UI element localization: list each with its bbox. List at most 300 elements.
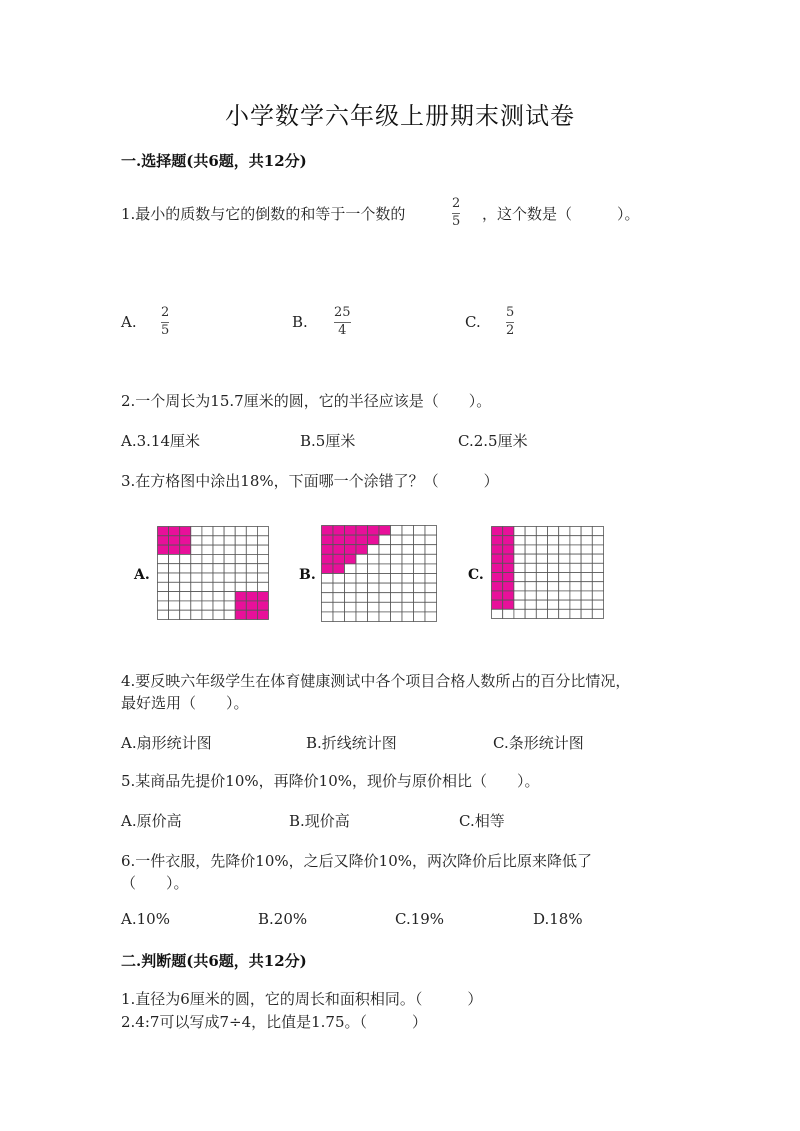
grid-cell [559,536,570,545]
grid-cell [425,545,437,555]
judgement-2-text: 2.4:7可以写成7÷4，比值是1.75。（ ） [121,1013,428,1031]
grid-cell [356,554,368,564]
grid-cell [414,583,426,593]
grid-cell [548,600,559,609]
grid-cell [158,573,169,582]
grid-cell [548,582,559,591]
grid-cell [414,602,426,612]
q1-option-b-fraction [334,306,351,338]
grid-cell [592,536,603,545]
grid-cell [559,545,570,554]
shaded-cell [492,600,503,609]
grid-cell [548,573,559,582]
grid-cell [158,610,169,619]
grid-cell [525,582,536,591]
grid-cell [525,600,536,609]
grid-cell [191,582,202,591]
grid-cell [570,600,581,609]
grid-cell [492,609,503,618]
grid-cell [169,592,180,601]
grid-cell [213,564,224,573]
grid-cell [514,536,525,545]
grid-cell [356,564,368,574]
grid-cell [379,583,391,593]
grid-cell [257,582,268,591]
grid-cell [425,526,437,536]
shaded-cell [257,592,268,601]
shaded-cell [345,535,357,545]
shaded-cell [492,536,503,545]
grid-cell [581,573,592,582]
grid-cell [333,602,345,612]
grid-cell [257,536,268,545]
shaded-cell [180,545,191,554]
grid-cell [391,526,403,536]
grid-cell [391,574,403,584]
shaded-cell [322,535,334,545]
grid-cell [581,600,592,609]
grid-cell [322,583,334,593]
grid-cell [414,554,426,564]
grid-cell [356,612,368,622]
shaded-cell [322,526,334,536]
grid-cell [379,564,391,574]
shaded-cell [503,554,514,563]
grid-cell [213,536,224,545]
grid-cell [402,554,414,564]
grid-cell [525,609,536,618]
shaded-cell [356,535,368,545]
grid-cell [158,564,169,573]
grid-cell [514,600,525,609]
grid-cell [224,527,235,536]
grid-cell [391,583,403,593]
q2-option-b: B.5厘米 [300,432,356,450]
grid-cell [559,554,570,563]
shaded-cell [246,610,257,619]
grid-cell [202,592,213,601]
grid-cell [191,610,202,619]
grid-cell [379,545,391,555]
grid-cell [425,535,437,545]
grid-cell [333,583,345,593]
grid-cell [345,574,357,584]
grid-cell [581,591,592,600]
shaded-cell [492,563,503,572]
grid-cell [257,527,268,536]
shaded-cell [158,536,169,545]
grid-cell [379,602,391,612]
grid-cell [425,564,437,574]
grid-cell [391,593,403,603]
grid-cell [202,601,213,610]
grid-cell [402,564,414,574]
question-4-text-line1: 4.要反映六年级学生在体育健康测试中各个项目合格人数所占的百分比情况， [121,672,631,690]
grid-cell [368,554,380,564]
shaded-cell [169,545,180,554]
grid-cell [570,609,581,618]
shaded-cell [368,535,380,545]
grid-cell [202,610,213,619]
grid-cell [180,573,191,582]
grid-cell [402,593,414,603]
grid-cell [514,527,525,536]
grid-cell [213,601,224,610]
grid-cell [235,527,246,536]
grid-cell [224,592,235,601]
grid-cell [525,545,536,554]
grid-cell [169,610,180,619]
grid-cell [213,545,224,554]
grid-cell [158,582,169,591]
grid-cell [202,554,213,563]
grid-cell [356,593,368,603]
grid-cell [356,574,368,584]
question-1-fraction [452,197,460,229]
grid-cell [592,527,603,536]
grid-cell [235,545,246,554]
grid-cell [246,573,257,582]
shaded-cell [492,573,503,582]
grid-cell [224,554,235,563]
grid-cell [180,554,191,563]
grid-cell [379,612,391,622]
grid-cell [169,601,180,610]
grid-cell [514,609,525,618]
grid-cell [224,545,235,554]
grid-cell [425,593,437,603]
grid-cell [592,600,603,609]
question-6-text-line2: （ ）。 [121,874,189,892]
shaded-cell [235,610,246,619]
q1-option-c-fraction [506,306,514,338]
fraction-numerator: 2 [161,305,170,320]
grid-cell [356,602,368,612]
shaded-cell [503,527,514,536]
grid-cell [581,554,592,563]
grid-option-a [157,526,269,620]
shaded-cell [322,564,334,574]
q3-option-b-label: B. [299,567,316,583]
shaded-cell [503,563,514,572]
shaded-cell [503,536,514,545]
grid-cell [368,602,380,612]
grid-cell [345,593,357,603]
grid-cell [592,591,603,600]
grid-cell [425,583,437,593]
q4-option-b: B.折线统计图 [306,734,397,752]
shaded-cell [333,535,345,545]
grid-cell [425,612,437,622]
grid-cell [368,583,380,593]
grid-cell [592,545,603,554]
shaded-cell [503,582,514,591]
shaded-cell [379,526,391,536]
grid-cell [559,582,570,591]
grid-cell [391,602,403,612]
shaded-cell [158,527,169,536]
grid-cell [536,563,547,572]
grid-cell [414,545,426,555]
grid-cell [525,573,536,582]
q2-option-c: C.2.5厘米 [458,432,528,450]
grid-cell [514,554,525,563]
grid-cell [213,573,224,582]
grid-cell [559,573,570,582]
grid-cell [592,554,603,563]
q5-option-c: C.相等 [459,812,505,830]
grid-cell [356,583,368,593]
grid-cell [536,573,547,582]
grid-cell [391,554,403,564]
question-5-text: 5.某商品先提价10%，再降价10%，现价与原价相比（ ）。 [121,772,540,790]
grid-cell [191,545,202,554]
grid-cell [525,536,536,545]
grid-cell [402,535,414,545]
grid-cell [548,536,559,545]
shaded-cell [158,545,169,554]
grid-cell [180,564,191,573]
grid-cell [169,582,180,591]
grid-cell [246,545,257,554]
shaded-cell [492,554,503,563]
grid-cell [180,601,191,610]
grid-cell [246,564,257,573]
shaded-cell [180,527,191,536]
q3-option-c-label: C. [468,567,484,583]
grid-cell [368,564,380,574]
q1-option-a-fraction [161,306,169,338]
grid-cell [213,554,224,563]
grid-cell [525,527,536,536]
grid-cell [235,582,246,591]
grid-cell [414,593,426,603]
grid-cell [559,609,570,618]
grid-cell [570,573,581,582]
grid-cell [592,609,603,618]
grid-cell [246,527,257,536]
grid-cell [425,554,437,564]
grid-option-c [491,526,604,619]
fraction-denominator: 2 [506,323,515,338]
grid-cell [402,526,414,536]
question-1-text-after: ，这个数是（ ）。 [482,205,640,223]
grid-cell [379,554,391,564]
grid-cell [322,602,334,612]
grid-cell [169,573,180,582]
shaded-cell [169,527,180,536]
shaded-cell [322,545,334,555]
grid-cell [414,574,426,584]
grid-cell [333,593,345,603]
question-1-text: 1.最小的质数与它的倒数的和等于一个数的 [121,205,406,223]
grid-cell [191,601,202,610]
grid-cell [224,573,235,582]
grid-cell [402,545,414,555]
shaded-cell [368,526,380,536]
q6-option-d: D.18% [533,910,583,928]
grid-cell [379,593,391,603]
fraction-numerator: 2 [452,196,461,211]
shaded-cell [492,527,503,536]
grid-cell [514,582,525,591]
question-4-text-line2: 最好选用（ ）。 [121,694,249,712]
grid-cell [570,527,581,536]
grid-cell [345,583,357,593]
grid-cell [414,526,426,536]
shaded-cell [322,554,334,564]
grid-cell [570,591,581,600]
grid-cell [559,591,570,600]
grid-cell [536,591,547,600]
grid-cell [548,545,559,554]
grid-option-b [321,525,437,622]
shaded-cell [345,526,357,536]
grid-cell [224,564,235,573]
grid-cell [213,610,224,619]
grid-cell [257,545,268,554]
grid-cell [570,582,581,591]
shaded-cell [356,526,368,536]
grid-cell [536,609,547,618]
grid-cell [570,545,581,554]
grid-cell [224,582,235,591]
grid-cell [180,610,191,619]
grid-cell [391,535,403,545]
grid-cell [592,563,603,572]
grid-cell [180,592,191,601]
grid-cell [191,536,202,545]
grid-cell [379,535,391,545]
grid-cell [224,601,235,610]
grid-cell [402,602,414,612]
shaded-cell [503,545,514,554]
grid-cell [345,602,357,612]
question-3-text: 3.在方格图中涂出18%，下面哪一个涂错了？（ ） [121,472,499,490]
grid-cell [202,536,213,545]
fraction-numerator: 25 [334,305,351,320]
shaded-cell [492,582,503,591]
grid-cell [592,573,603,582]
grid-cell [402,612,414,622]
grid-cell [525,554,536,563]
grid-cell [391,545,403,555]
grid-cell [368,612,380,622]
grid-cell [235,564,246,573]
grid-cell [379,574,391,584]
grid-cell [536,582,547,591]
grid-cell [202,573,213,582]
grid-cell [536,536,547,545]
q4-option-c: C.条形统计图 [493,734,584,752]
shaded-cell [180,536,191,545]
grid-cell [180,582,191,591]
fraction-numerator: 5 [506,305,515,320]
grid-cell [202,582,213,591]
shaded-cell [345,554,357,564]
grid-cell [581,536,592,545]
grid-cell [402,583,414,593]
shaded-cell [492,591,503,600]
grid-cell [333,612,345,622]
grid-cell [224,536,235,545]
grid-cell [581,582,592,591]
q6-option-c: C.19% [395,910,445,928]
shaded-cell [503,573,514,582]
grid-cell [570,536,581,545]
grid-cell [548,527,559,536]
grid-cell [525,563,536,572]
grid-cell [235,554,246,563]
shaded-cell [246,601,257,610]
grid-cell [257,564,268,573]
q1-option-a-label: A. [121,313,137,331]
grid-cell [158,554,169,563]
shaded-cell [492,545,503,554]
grid-cell [548,609,559,618]
grid-cell [581,609,592,618]
q6-option-a: A.10% [121,910,170,928]
grid-cell [169,554,180,563]
grid-cell [514,573,525,582]
grid-cell [368,545,380,555]
q5-option-b: B.现价高 [289,812,350,830]
shaded-cell [503,600,514,609]
grid-cell [191,564,202,573]
grid-cell [548,591,559,600]
grid-cell [213,592,224,601]
grid-cell [414,535,426,545]
grid-cell [414,564,426,574]
grid-cell [322,574,334,584]
grid-cell [257,554,268,563]
shaded-cell [333,526,345,536]
grid-cell [368,574,380,584]
grid-cell [536,600,547,609]
grid-cell [514,563,525,572]
shaded-cell [333,564,345,574]
grid-cell [345,612,357,622]
grid-cell [581,527,592,536]
shaded-cell [333,554,345,564]
grid-cell [333,574,345,584]
grid-cell [213,527,224,536]
section-heading-choice: 一.选择题(共6题，共12分) [121,152,307,170]
grid-cell [503,609,514,618]
judgement-1-text: 1.直径为6厘米的圆，它的周长和面积相同。（ ） [121,990,483,1008]
shaded-cell [345,545,357,555]
grid-cell [536,545,547,554]
grid-cell [559,563,570,572]
grid-cell [224,610,235,619]
grid-cell [257,573,268,582]
grid-cell [191,554,202,563]
grid-cell [246,554,257,563]
grid-cell [402,574,414,584]
grid-cell [559,600,570,609]
q1-option-c-label: C. [465,313,481,331]
grid-cell [548,563,559,572]
grid-cell [391,612,403,622]
grid-cell [191,592,202,601]
grid-cell [536,554,547,563]
shaded-cell [235,601,246,610]
grid-cell [158,601,169,610]
grid-cell [592,582,603,591]
grid-cell [202,564,213,573]
grid-cell [213,582,224,591]
grid-cell [235,573,246,582]
